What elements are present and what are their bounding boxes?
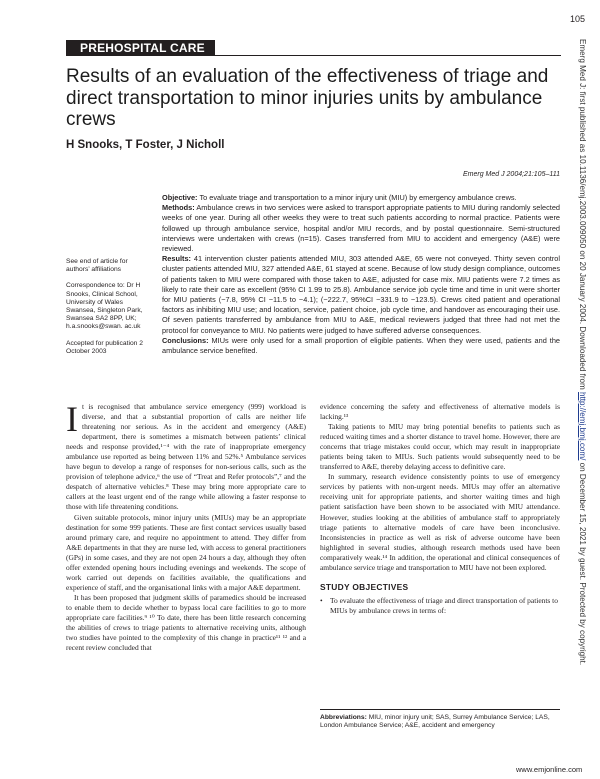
body-paragraph: It is recognised that ambulance service emergency (999) workload is diverse, and that a substantial proportion of calls are neither life threatening nor serious. As in the accident and emergency (A&E) department, there is sometimes a mismatch between patients’ clinical needs and response provided,¹⁻⁴ with the rate of inappropriate emergency ambulance use reported as being between 11% and 52%.⁵ Ambulance services have begun to develop a range of responses for non-serious calls, such as the provision of telephone advice,⁶ the use of “Treat and Refer protocols”,⁷ and the despatch of alternative vehicles.⁸ These may bring more appropriate care to callers at the least urgent end of the range while allowing a faster response to those with life threatening conditions. [66, 399, 306, 512]
abstract-results [162, 254, 560, 336]
abstract-methods-text: Ambulance crews in two services were asked to transport appropriate patients to MIU during randomly selected weeks of one year. During all other weeks they were to treat such patients according to normal practice. Patients were followed up through ambulance service, hospital and/or MIU records, and by postal questionnaire. Semi-structured interviews were undertaken with crews (n=15). Cases transferred from MIU to accident and emergency (A&E) were reviewed. [162, 203, 560, 254]
correspondence-note: Correspondence to: Dr H Snooks, Clinical School, University of Wales Swansea, Singleton Park, Swansea SA2 8PP, UK; h.a.snooks@swan. ac.uk [66, 282, 143, 331]
drop-cap: I [66, 399, 78, 439]
section-label: PREHOSPITAL CARE [66, 40, 215, 56]
body-paragraph: In summary, research evidence consistently points to use of emergency services by patients with non-urgent needs. MIUs may offer an alternative receiving unit for appropriate patients, and shorter waiting times and high patient satisfaction have been shown to be associated with MIU attendance. However, studies looking at the abilities of ambulance staff to appropriately triage patients to alternative models of care have been inconclusive. Inconsistencies in practice as well as risk of adverse outcome have been highlighted in several studies, although research methods used have been comparatively weak.¹⁴ In addition, the operational and clinical consequences of ambulance service triage and transportation to MIU have not been explored. [320, 472, 560, 572]
vertical-download-note [574, 40, 588, 740]
affiliations-note: See end of article for authors’ affiliations [66, 258, 128, 274]
study-objectives-heading: STUDY OBJECTIVES [320, 581, 409, 592]
body-paragraph: It has been proposed that judgment skills of paramedics should be increased to enable them to decide whether to bypass local care facilities to go to more appropriate care facilities.⁹ ¹⁰ To date, there has been little research concerning the abilities of crews to triage patients to alternative receiving units, although two studies have pointed to the complexity of this change in practice¹¹ ¹² and a recent review concluded that [66, 592, 306, 653]
footer-url[interactable]: www.emjonline.com [516, 765, 583, 774]
abstract-objective-text: To evaluate triage and transportation to a minor injury unit (MIU) by emergency ambulance crews. [199, 193, 517, 202]
abstract-results-label: Results: [162, 254, 191, 264]
body-column-right [320, 402, 560, 616]
section-rule [66, 55, 561, 56]
journal-citation: Emerg Med J 2004;21:105–111 [462, 171, 560, 178]
objective-list-item [320, 596, 560, 616]
section-header [66, 40, 561, 56]
vertical-note-suffix: on December 15, 2021 by guest. Protected by copyright. [578, 460, 587, 666]
vertical-note-prefix: Emerg Med J: first published as 10.1136/emj.2003.009050 on 20 January 2004. Downloaded from [578, 39, 587, 393]
author-list: H Snooks, T Foster, J Nicholl [66, 139, 225, 151]
abstract-objective [162, 193, 560, 203]
article-sidebar [66, 258, 152, 364]
abstract [162, 193, 560, 356]
abstract-methods [162, 203, 560, 254]
article-title: Results of an evaluation of the effectiveness of triage and direct transportation to minor injuries units by ambulance crews [66, 66, 549, 130]
objective-item-text: To evaluate the effectiveness of triage and direct transportation of patients to MIUs by ambulance crews in terms of: [330, 595, 558, 615]
abbreviations-label: Abbreviations: [320, 714, 367, 721]
abstract-methods-label: Methods: [162, 203, 195, 213]
journal-link[interactable]: http://emj.bmj.com/ [578, 392, 587, 461]
abbreviations-text: MIU, minor injury unit; SAS, Surrey Ambulance Service; LAS, London Ambulance Service; A&E, accident and emergency [320, 714, 550, 730]
body-paragraph: Given suitable protocols, minor injury units (MIUs) may be an appropriate destination for some 999 patients. These are first contact services usually based around primary care, and require no appointment to attend. They differ from A&E departments in that they are nurse led, with access to general practitioners (GPs) in some cases, and they are not open 24 hours a day, although they often offer extended opening hours including evenings and weekends. The scope of work carried out depends on facilities available, the qualifications and experience of staff, and the organisational links with a major A&E department. [66, 512, 306, 592]
body-paragraph: evidence concerning the safety and effectiveness of alternative models is lacking.¹³ [320, 402, 560, 422]
page-number: 105 [570, 14, 586, 24]
abstract-conclusions-label: Conclusions: [162, 335, 209, 345]
abstract-conclusions-text: MIUs were only used for a small proportion of eligible patients. When they were used, patients and the ambulance service benefited. [162, 335, 561, 356]
body-paragraph: Taking patients to MIU may bring potential benefits to patients such as reduced waiting times and a shorter distance to travel home. However, there are concerns that triage mistakes could occur, which may result in inappropriate patients being taken to MIUs. Such patients would subsequently need to be transferred to A&E, thereby delaying access to definitive care. [320, 422, 560, 472]
body-column-left [66, 399, 306, 653]
abbreviations-box [320, 709, 560, 731]
abstract-objective-label: Objective: [162, 193, 198, 202]
abstract-conclusions [162, 336, 560, 356]
abstract-results-text: 41 intervention cluster patients attended MIU, 303 attended A&E, 65 were not conveyed. Thirty seven control cluster patients attended MIU, 327 attended A&E, 61 stayed at scene. Because of low study design compliance, outcomes of patients taken to MIU were compared with those taken to A&E, adjusted for case mix. MIU patients were 7.2 times as likely to rate their care as excellent (95% CI 1.99 to 25.8). Ambulance service job cycle time and time in unit were shorter for MIU patients (−7.8, 95% CI −11.5 to −4.1); (−222.7, 95%CI −331.9 to −123.5). Crews cited patient and operational factors as inhibiting MIU use; and location, service, patient choice, job cycle time, and handover as encouraging their use. Of seven patients transferred by ambulance from MIU to A&E, medical reviewers judged that three had not met the protocol for conveyance to MIU. No patients were judged to have suffered adverse consequences. [162, 254, 561, 335]
bullet-icon: • [320, 595, 323, 605]
accepted-note: Accepted for publication 2 October 2003 [66, 339, 143, 355]
